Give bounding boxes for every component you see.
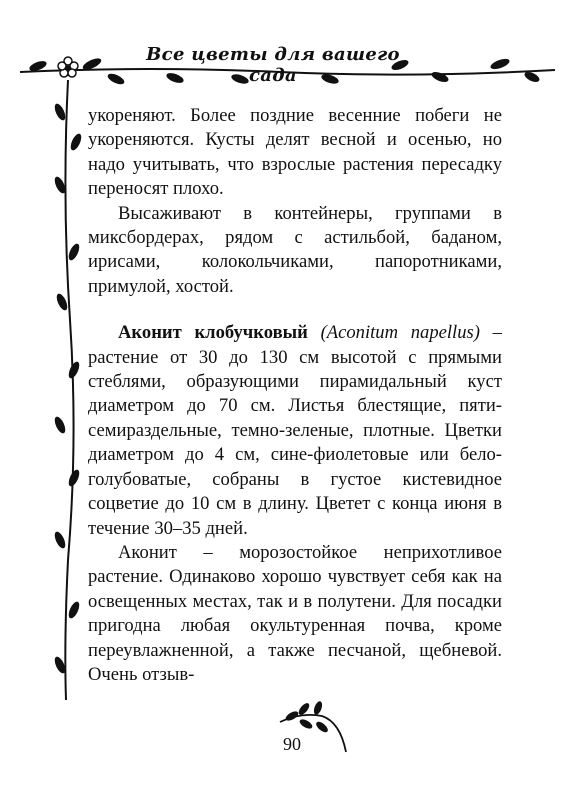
paragraph: укореняют. Более поздние весенние побеги не укореняются. Кусты делят весной и осенью, но надо учитывать, что взрослые растения пересадку переносят плохо.: [88, 105, 502, 200]
plant-description: [88, 321, 502, 541]
body-text: [88, 104, 502, 687]
paragraph: Аконит – морозостойкое неприхотливое растение. Одинаково хорошо чувствует себя как на освещенных местах, так и в полутени. Для посадки пригодна любая окультуренная почва, кроме переувлажненной, а также песчаной, щебневой. Очень отзыв-: [88, 541, 502, 685]
page-number: 90: [283, 734, 301, 754]
paragraph: Высаживают в контейнеры, группами в миксбордерах, рядом с астильбой, баданом, ирисами, колокольчиками, папоротниками, примулой, хостой.: [88, 202, 502, 297]
latin-name: (Aconitum napellus): [320, 322, 480, 344]
description-text: – растение от 30 до 130 см высотой с прямыми стеблями, образующими пирамидальный куст диаметром до 70 см. Листья блестящие, пяти-семираздельные, темно-зеленые, плотные. Цветки диаметром до 4 см, сине-фиолетовые или бело-голубоватые, собраны в густое кистевидное соцветие до 10 см в длину. Цветет с конца июня в течение 30–35 дней.: [88, 322, 502, 539]
plant-name: Аконит клобучковый: [118, 322, 308, 344]
running-header: Все цветы для вашего сада: [146, 44, 400, 86]
flower-icon: [58, 57, 78, 77]
